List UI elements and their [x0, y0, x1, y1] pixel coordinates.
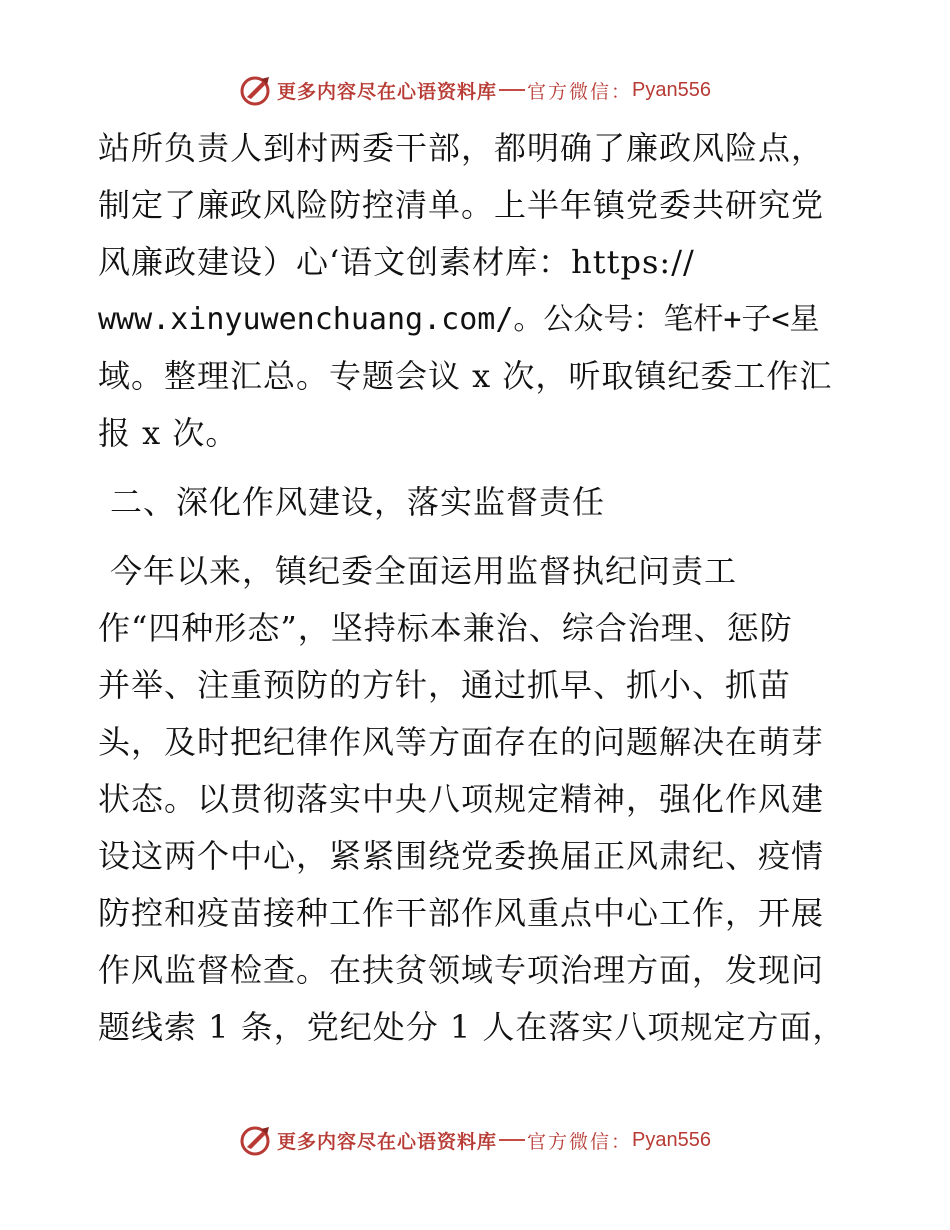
- footer-watermark-banner: [0, 1120, 950, 1160]
- text-line: 题线索 1 条，党纪处分 1 人在落实八项规定方面，: [98, 1008, 846, 1046]
- brand-text: 更多内容尽在心语资料库: [276, 1130, 497, 1153]
- text-line: 风廉政建设）心‘语文创素材库：https://: [98, 243, 695, 281]
- text-line: 站所负责人到村两委干部，都明确了廉政风险点，: [98, 129, 825, 167]
- paragraph-1: [98, 120, 858, 462]
- text-line: 并举、注重预防的方针，通过抓早、抓小、抓苗: [98, 666, 792, 704]
- header-watermark-banner: [0, 70, 950, 110]
- xinyu-logo-icon: [239, 73, 273, 107]
- brand-text: 更多内容尽在心语资料库: [276, 80, 497, 103]
- text-line: 制定了廉政风险防控清单。上半年镇党委共研究党: [98, 186, 825, 224]
- separator-dash: [499, 89, 525, 91]
- wechat-id: Pyan556: [632, 78, 711, 101]
- text-line: 防控和疫苗接种工作干部作风重点中心工作，开展: [98, 894, 825, 932]
- text-line: 报 x 次。: [98, 414, 239, 452]
- text-line: 作风监督检查。在扶贫领域专项治理方面，发现问: [98, 951, 825, 989]
- text-line: 作“四种形态”，坚持标本兼治、综合治理、惩防: [98, 609, 793, 647]
- separator-dash: [499, 1139, 525, 1141]
- document-body: [98, 120, 858, 1056]
- text-line: 头，及时把纪律作风等方面存在的问题解决在萌芽: [98, 723, 825, 761]
- xinyu-logo-icon: [239, 1123, 273, 1157]
- section-heading: 二、深化作风建设，落实监督责任: [110, 483, 606, 521]
- text-line: 状态。以贯彻落实中央八项规定精神，强化作风建: [98, 780, 825, 818]
- paragraph-2: [98, 543, 858, 1056]
- text-line-url: www.xinyuwenchuang.com/。公众号：笔杆+子<星: [98, 302, 820, 337]
- text-line: 设这两个中心，紧紧围绕党委换届正风肃纪、疫情: [98, 837, 825, 875]
- text-line: 今年以来，镇纪委全面运用监督执纪问责工: [110, 552, 738, 590]
- colon: ：: [611, 1130, 631, 1153]
- text-line: 域。整理汇总。专题会议 x 次，听取镇纪委工作汇: [98, 357, 833, 395]
- colon: ：: [611, 80, 631, 103]
- official-wechat-label: 官方微信: [527, 1130, 612, 1153]
- official-wechat-label: 官方微信: [527, 80, 612, 103]
- wechat-id: Pyan556: [632, 1128, 711, 1151]
